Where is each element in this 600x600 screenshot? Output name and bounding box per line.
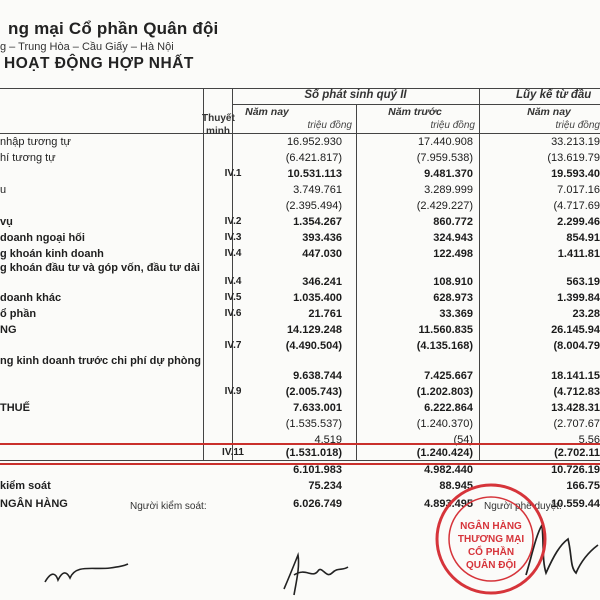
row-value-q2-this-year: (2.395.494) xyxy=(285,200,342,212)
row-value-q2-this-year: 1.354.267 xyxy=(293,216,342,228)
row-label: ổ phần xyxy=(0,308,37,320)
row-label: u xyxy=(0,184,7,196)
row-value-q2-this-year: 9.638.744 xyxy=(293,370,342,382)
row-value-ytd-this-year: 10.559.44 xyxy=(551,498,600,510)
row-value-q2-prev-year: 4.982.440 xyxy=(424,464,473,476)
row-value-q2-this-year: (1.535.537) xyxy=(285,418,342,430)
company-seal xyxy=(426,483,556,595)
row-label: NG xyxy=(0,324,17,336)
preparer-signature xyxy=(276,545,356,600)
this-year-header: Năm nay xyxy=(245,106,289,118)
row-value-q2-this-year: 75.234 xyxy=(308,480,342,492)
row-value-q2-prev-year: 108.910 xyxy=(433,276,473,288)
table-header-rule xyxy=(232,104,600,105)
row-value-ytd-this-year: 33.213.19 xyxy=(551,136,600,148)
controller-label: Người kiểm soát: xyxy=(130,501,207,512)
row-value-ytd-this-year: (2.707.67 xyxy=(553,418,600,430)
row-value-ytd-this-year: 23.28 xyxy=(572,308,600,320)
row-value-q2-this-year: 447.030 xyxy=(302,248,342,260)
row-value-q2-this-year: 14.129.248 xyxy=(286,324,342,336)
row-value-q2-prev-year: 11.560.835 xyxy=(418,324,473,336)
bank-title: ng mại Cổ phần Quân đội xyxy=(8,19,219,38)
row-value-ytd-this-year: 10.726.19 xyxy=(551,464,600,476)
row-label: doanh khác xyxy=(0,292,62,304)
row-value-q2-this-year: 16.952.930 xyxy=(286,136,342,148)
report-title: HOẠT ĐỘNG HỢP NHẤT xyxy=(4,55,194,72)
row-value-q2-this-year: (2.005.743) xyxy=(285,386,342,398)
row-note: IV.7 xyxy=(224,340,242,351)
row-value-ytd-this-year: 19.593.40 xyxy=(551,168,600,180)
svg-text:QUÂN ĐỘI: QUÂN ĐỘI xyxy=(466,560,516,571)
row-value-q2-this-year: 7.633.001 xyxy=(293,402,342,414)
row-value-q2-this-year: 21.761 xyxy=(308,308,342,320)
row-note: IV.6 xyxy=(224,308,242,319)
row-value-q2-this-year: 10.531.113 xyxy=(287,168,342,180)
row-note: IV.5 xyxy=(224,292,242,303)
row-value-q2-prev-year: 122.498 xyxy=(433,248,473,260)
row-value-q2-this-year: 6.101.983 xyxy=(293,464,342,476)
svg-text:NGÂN HÀNG: NGÂN HÀNG xyxy=(460,521,522,532)
row-label: THUẾ xyxy=(0,402,30,414)
row-value-q2-this-year: (6.421.817) xyxy=(285,152,342,164)
row-value-ytd-this-year: 563.19 xyxy=(566,276,600,288)
col-divider-mid xyxy=(356,104,357,460)
row-value-q2-prev-year: 628.973 xyxy=(433,292,473,304)
row-value-ytd-this-year: 7.017.16 xyxy=(557,184,600,196)
row-label: vụ xyxy=(0,216,13,228)
row-value-q2-prev-year: (54) xyxy=(453,434,473,446)
row-label: NGÂN HÀNG xyxy=(0,498,68,510)
row-label: ng kinh doanh trước chi phí dự phòng xyxy=(0,355,201,367)
row-note: IV.11 xyxy=(222,447,244,458)
row-value-q2-prev-year: 9.481.370 xyxy=(424,168,473,180)
svg-text:CỔ PHẦN: CỔ PHẦN xyxy=(467,547,515,558)
row-value-q2-this-year: 4.519 xyxy=(314,434,342,446)
row-value-q2-prev-year: 4.893.495 xyxy=(424,498,473,510)
controller-signature xyxy=(40,552,130,592)
row-value-ytd-this-year: 18.141.15 xyxy=(551,370,600,382)
row-label: nhập tương tự xyxy=(0,136,71,148)
row-value-q2-this-year: 1.035.400 xyxy=(293,292,342,304)
row-value-ytd-this-year: 26.145.94 xyxy=(551,324,600,336)
row-value-ytd-this-year: 5.56 xyxy=(578,434,600,446)
row-value-q2-prev-year: 7.425.667 xyxy=(424,370,473,382)
row-value-ytd-this-year: 166.75 xyxy=(566,480,600,492)
row-note: IV.1 xyxy=(224,168,242,179)
row-value-q2-this-year: 346.241 xyxy=(302,276,342,288)
row-value-q2-prev-year: 33.369 xyxy=(439,308,473,320)
row-value-q2-prev-year: (4.135.168) xyxy=(416,340,473,352)
row-note: IV.9 xyxy=(224,386,242,397)
row-value-q2-this-year: (4.490.504) xyxy=(285,340,342,352)
row-value-q2-this-year: 3.749.761 xyxy=(293,184,342,196)
row-label: g khoán đầu tư và góp vốn, đầu tư dài xyxy=(0,262,200,274)
row-value-q2-prev-year: 6.222.864 xyxy=(424,402,473,414)
row-label: doanh ngoại hối xyxy=(0,232,85,244)
q2-header: Số phát sinh quý II xyxy=(304,89,407,101)
row-value-q2-prev-year: (1.240.370) xyxy=(416,418,473,430)
row-value-q2-this-year: 393.436 xyxy=(302,232,342,244)
row-value-ytd-this-year: 1.399.84 xyxy=(557,292,600,304)
row-value-ytd-this-year: (8.004.79 xyxy=(553,340,600,352)
row-note: IV.4 xyxy=(224,248,242,259)
row-value-ytd-this-year: 854.91 xyxy=(566,232,600,244)
row-value-ytd-this-year: (4.712.83 xyxy=(553,386,600,398)
row-value-q2-this-year: 6.026.749 xyxy=(293,498,342,510)
row-value-q2-this-year: (1.531.018) xyxy=(285,447,342,459)
unit-prev: triệu đồng xyxy=(430,120,475,131)
row-value-q2-prev-year: (1.202.803) xyxy=(416,386,473,398)
note-column-header: Thuyết minh xyxy=(202,113,235,137)
table-header-bottom-rule xyxy=(0,133,600,134)
row-value-ytd-this-year: 13.428.31 xyxy=(551,402,600,414)
row-value-q2-prev-year: 3.289.999 xyxy=(424,184,473,196)
ytd-header: Lũy kế từ đầu xyxy=(516,89,592,101)
row-value-q2-prev-year: 17.440.908 xyxy=(417,136,473,148)
approver-label: Người phê duyệt: xyxy=(484,501,562,512)
row-value-q2-prev-year: 88.945 xyxy=(439,480,473,492)
row-value-ytd-this-year: 2.299.46 xyxy=(557,216,600,228)
row-value-ytd-this-year: (4.717.69 xyxy=(553,200,600,212)
prev-year-header: Năm trước xyxy=(388,106,442,118)
this-year-ytd-header: Năm nay xyxy=(527,106,571,118)
col-divider-ytd xyxy=(479,88,480,460)
row-label: hí tương tự xyxy=(0,152,56,164)
row-value-q2-prev-year: 324.943 xyxy=(433,232,473,244)
highlight-row-frame xyxy=(0,443,600,465)
row-value-ytd-this-year: (2.702.11 xyxy=(554,447,600,459)
bank-address: g – Trung Hòa – Cầu Giấy – Hà Nội xyxy=(0,41,174,53)
row-value-ytd-this-year: 1.411.81 xyxy=(557,248,600,260)
unit-q2: triệu đồng xyxy=(307,120,352,131)
row-value-q2-prev-year: 860.772 xyxy=(433,216,473,228)
row-value-q2-prev-year: (1.240.424) xyxy=(416,447,473,459)
row-value-ytd-this-year: (13.619.79 xyxy=(547,152,600,164)
row-note: IV.2 xyxy=(224,216,242,227)
row-note: IV.3 xyxy=(224,232,242,243)
row-value-q2-prev-year: (7.959.538) xyxy=(416,152,473,164)
row-value-q2-prev-year: (2.429.227) xyxy=(416,200,473,212)
row-label: g khoán kinh doanh xyxy=(0,248,104,260)
row-label: kiểm soát xyxy=(0,480,51,492)
svg-text:THƯƠNG MẠI: THƯƠNG MẠI xyxy=(457,534,525,545)
row-note: IV.4 xyxy=(224,276,242,287)
unit-ytd: triệu đồng xyxy=(555,120,600,131)
col-divider-notes xyxy=(203,88,204,460)
